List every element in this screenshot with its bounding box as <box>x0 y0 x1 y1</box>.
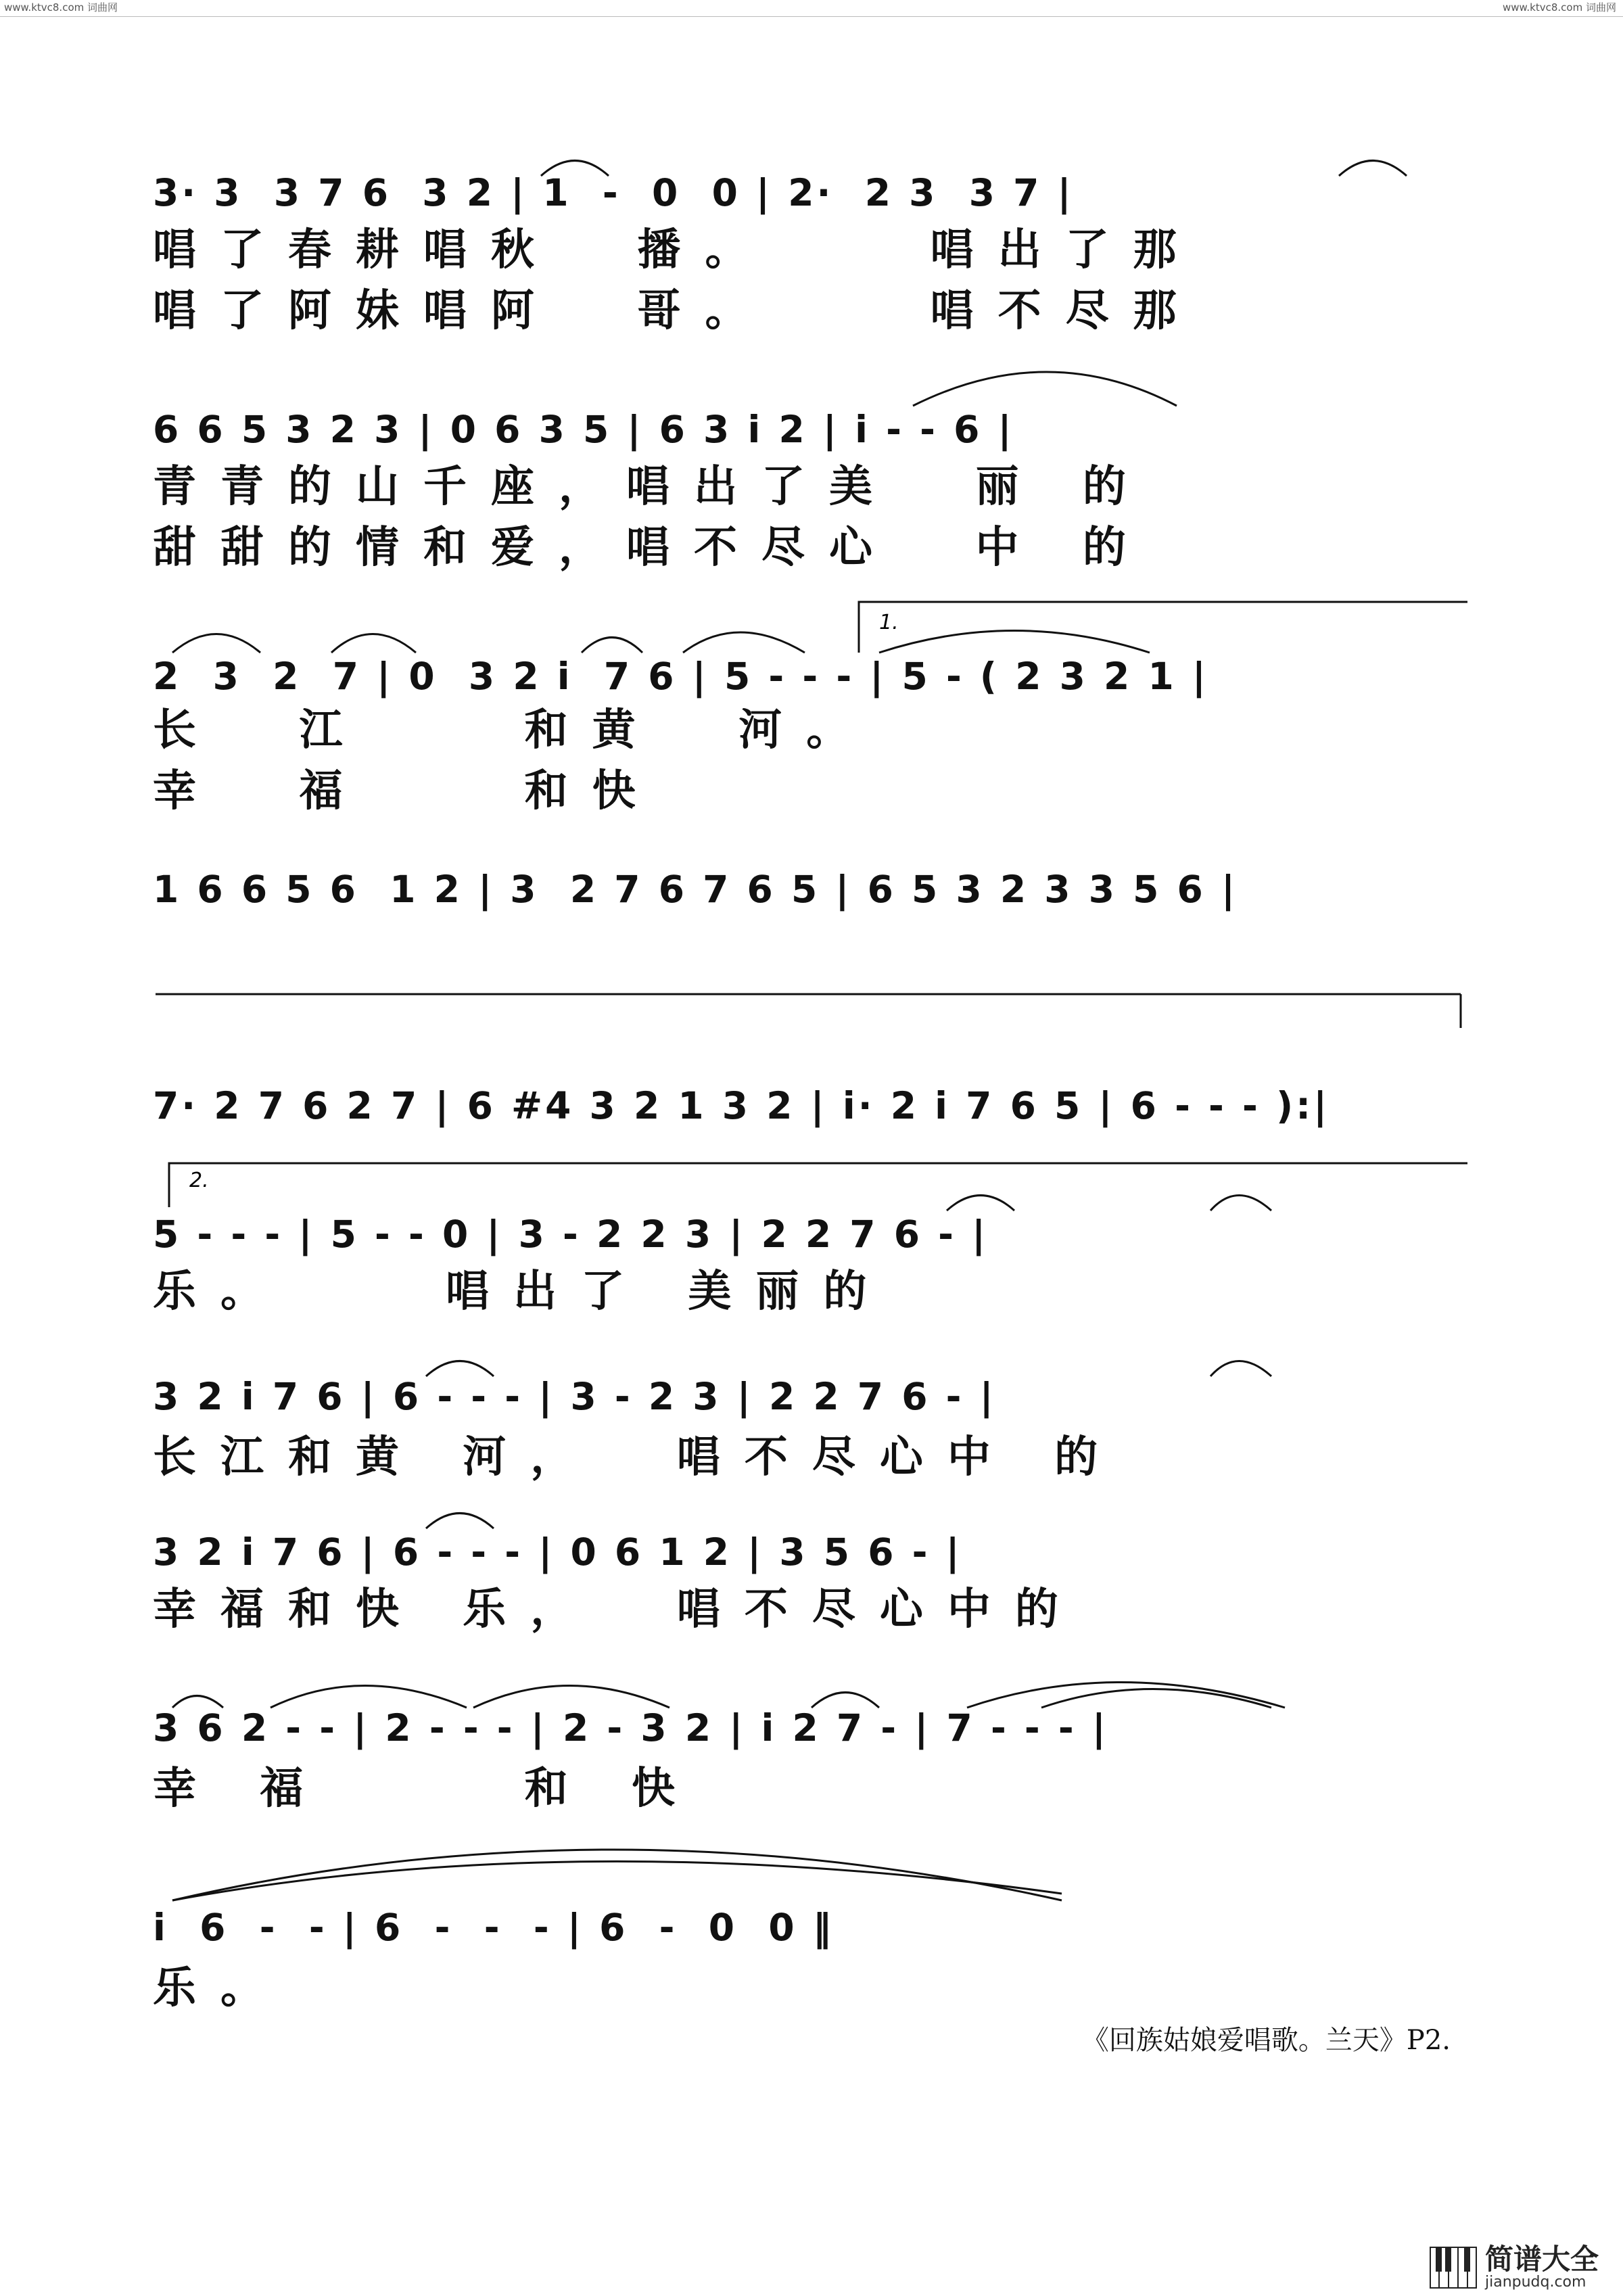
slur <box>1210 1361 1271 1377</box>
slur <box>426 1514 494 1529</box>
slur <box>426 1361 494 1377</box>
lyric-row-3b: 幸 福 和快 <box>153 766 660 816</box>
lyric-row-7: 长江和黄 河， 唱不尽心中 的 <box>153 1432 1123 1482</box>
notes-row-7: 3 2 i 7 6 | 6 - - - | 3 - 2 3 | 2 2 7 6 - | <box>153 1375 996 1418</box>
volta-bracket-2 <box>169 1163 1467 1207</box>
slur <box>270 1686 467 1708</box>
volta-label-1: 1. <box>879 611 899 634</box>
notes-row-9: 3 6 2 - - | 2 - - - | 2 - 3 2 | i 2 7 - | 7 - - - | <box>153 1706 1108 1750</box>
notes-row-8: 3 2 i 7 6 | 6 - - - | 0 6 1 2 | 3 5 6 - | <box>153 1530 962 1574</box>
lyric-row-10: 乐。 <box>153 1963 288 2013</box>
notes-row-3: 2 3 2 7 | 0 3 2 i 7 6 | 5 - - - | 5 - ( 2 3 2 1 | <box>153 655 1208 698</box>
slur <box>1210 1196 1271 1211</box>
notes-row-5: 7· 2 7 6 2 7 | 6 #4 3 2 1 3 2 | i· 2 i 7 6 5 | 6 - - - ):| <box>153 1084 1330 1127</box>
slur <box>582 638 642 653</box>
site-logo <box>1430 2245 1599 2290</box>
lyric-row-2a: 青青的山千座，唱出了美 丽 的 <box>153 461 1150 512</box>
notes-row-4: 1 6 6 5 6 1 2 | 3 2 7 6 7 6 5 | 6 5 3 2 3 3 5 6 | <box>153 868 1238 911</box>
slur <box>172 1861 1062 1900</box>
slur <box>541 161 609 177</box>
slur <box>1041 1689 1271 1708</box>
piano-keys-icon <box>1430 2247 1477 2289</box>
header-left-text: www.ktvc8.com 词曲网 <box>4 1 118 14</box>
slur <box>172 1850 1062 1900</box>
slur <box>812 1693 879 1708</box>
notes-row-10: i 6 - - | 6 - - - | 6 - 0 0 ‖ <box>153 1906 834 1949</box>
slur <box>683 632 805 653</box>
volta-bracket-1 <box>859 602 1467 653</box>
lyric-row-6: 乐。 唱出了 美丽的 <box>153 1266 891 1317</box>
lyric-row-2b: 甜甜的情和爱，唱不尽心 中 的 <box>153 522 1150 573</box>
slur <box>172 1696 223 1708</box>
slur <box>1339 161 1407 177</box>
notes-row-1: 3· 3 3 7 6 3 2 | 1 - 0 0 | 2· 2 3 3 7 | <box>153 171 1074 214</box>
slur <box>473 1686 669 1708</box>
lyric-row-3a: 长 江 和黄 河。 <box>153 705 874 755</box>
volta-label-2: 2. <box>189 1169 209 1192</box>
logo-url: jianpudq.com <box>1484 2274 1586 2291</box>
notes-row-6: 5 - - - | 5 - - 0 | 3 - 2 2 3 | 2 2 7 6 - | <box>153 1213 989 1256</box>
slur <box>331 634 416 653</box>
slur <box>947 1196 1014 1211</box>
lyric-row-8: 幸福和快 乐， 唱不尽心中的 <box>153 1584 1083 1635</box>
source-citation: 《回族姑娘爱唱歌。兰天》P2. <box>1081 2025 1451 2056</box>
slur <box>913 372 1177 406</box>
lyric-row-1a: 唱了春耕唱秋 播。 唱出了那 <box>153 225 1201 275</box>
logo-name: 简谱大全 <box>1484 2243 1599 2276</box>
header-right-text: www.ktvc8.com 词曲网 <box>1502 1 1616 14</box>
notes-row-2: 6 6 5 3 2 3 | 0 6 3 5 | 6 3 i 2 | i - - 6 | <box>153 408 1014 451</box>
lyric-row-9: 幸 福 和 快 <box>153 1763 699 1814</box>
slurs <box>172 161 1407 1901</box>
slur <box>172 634 260 653</box>
slur <box>967 1683 1285 1708</box>
lyric-row-1b: 唱了阿妹唱阿 哥。 唱不尽那 <box>153 285 1201 336</box>
slur <box>879 631 1150 653</box>
